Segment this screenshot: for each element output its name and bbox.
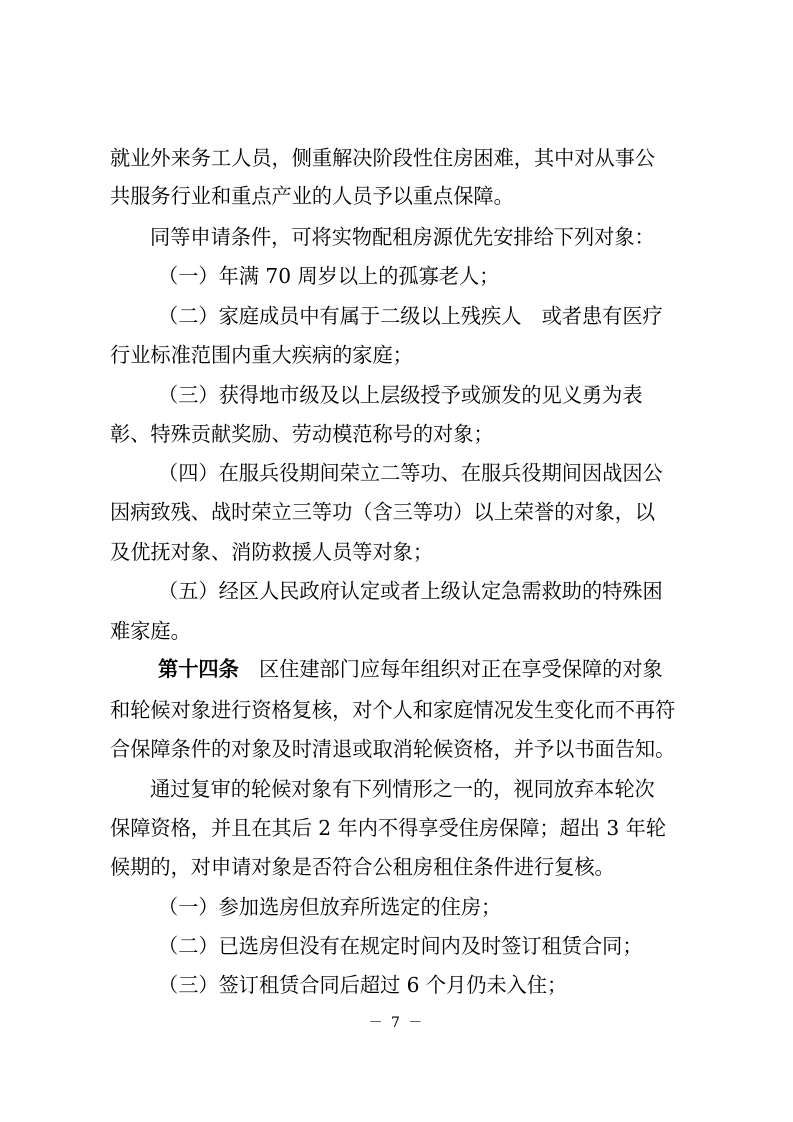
paragraph-line: 通过复审的轮候对象有下列情形之一的，视同放弃本轮次 [150,777,655,801]
list-item: （二）家庭成员中有属于二级以上残疾人 或者患有医疗 [158,304,663,328]
article-heading: 第十四条 [158,657,239,681]
list-item: （三）获得地市级及以上层级授予或颁发的见义勇为表 [158,383,643,407]
paragraph-line: 保障资格，并且在其后 2 年内不得享受住房保障；超出 3 年轮 [110,816,667,840]
paragraph-line: 彰、特殊贡献奖励、劳动模范称号的对象； [110,422,494,446]
paragraph-line: 就业外来务工人员，侧重解决阶段性住房困难，其中对从事公 [110,146,656,170]
list-item: （四）在服兵役期间荣立二等功、在服兵役期间因战因公 [158,461,663,485]
article-text: 区住建部门应每年组织对正在享受保障的对象 [258,657,663,681]
page-number: － 7 － [368,1015,425,1031]
paragraph-line: 合保障条件的对象及时清退或取消轮候资格，并予以书面告知。 [110,737,676,761]
list-item: （五）经区人民政府认定或者上级认定急需救助的特殊困 [158,579,663,603]
paragraph-line: 同等申请条件，可将实物配租房源优先安排给下列对象： [150,225,655,249]
paragraph-line: 共服务行业和重点产业的人员予以重点保障。 [110,184,514,208]
paragraph-line: 候期的，对申请对象是否符合公租房租住条件进行复核。 [110,855,615,879]
article-paragraph-line [158,656,663,682]
paragraph-line: 行业标准范围内重大疾病的家庭； [110,343,413,367]
list-item: （三）签订租赁合同后超过 6 个月仍未入住； [158,973,568,997]
list-item: （二）已选房但没有在规定时间内及时签订租赁合同； [158,934,643,958]
list-item: （一）参加选房但放弃所选定的住房； [158,895,502,919]
paragraph-line: 因病致残、战时荣立三等功（含三等功）以上荣誉的对象，以 [110,500,656,524]
paragraph-line: 和轮候对象进行资格复核，对个人和家庭情况发生变化而不再符 [110,698,676,722]
paragraph-line: 难家庭。 [110,619,191,643]
paragraph-line: 及优抚对象、消防救援人员等对象； [110,540,434,564]
list-item: （一）年满 70 周岁以上的孤寡老人； [158,264,500,288]
